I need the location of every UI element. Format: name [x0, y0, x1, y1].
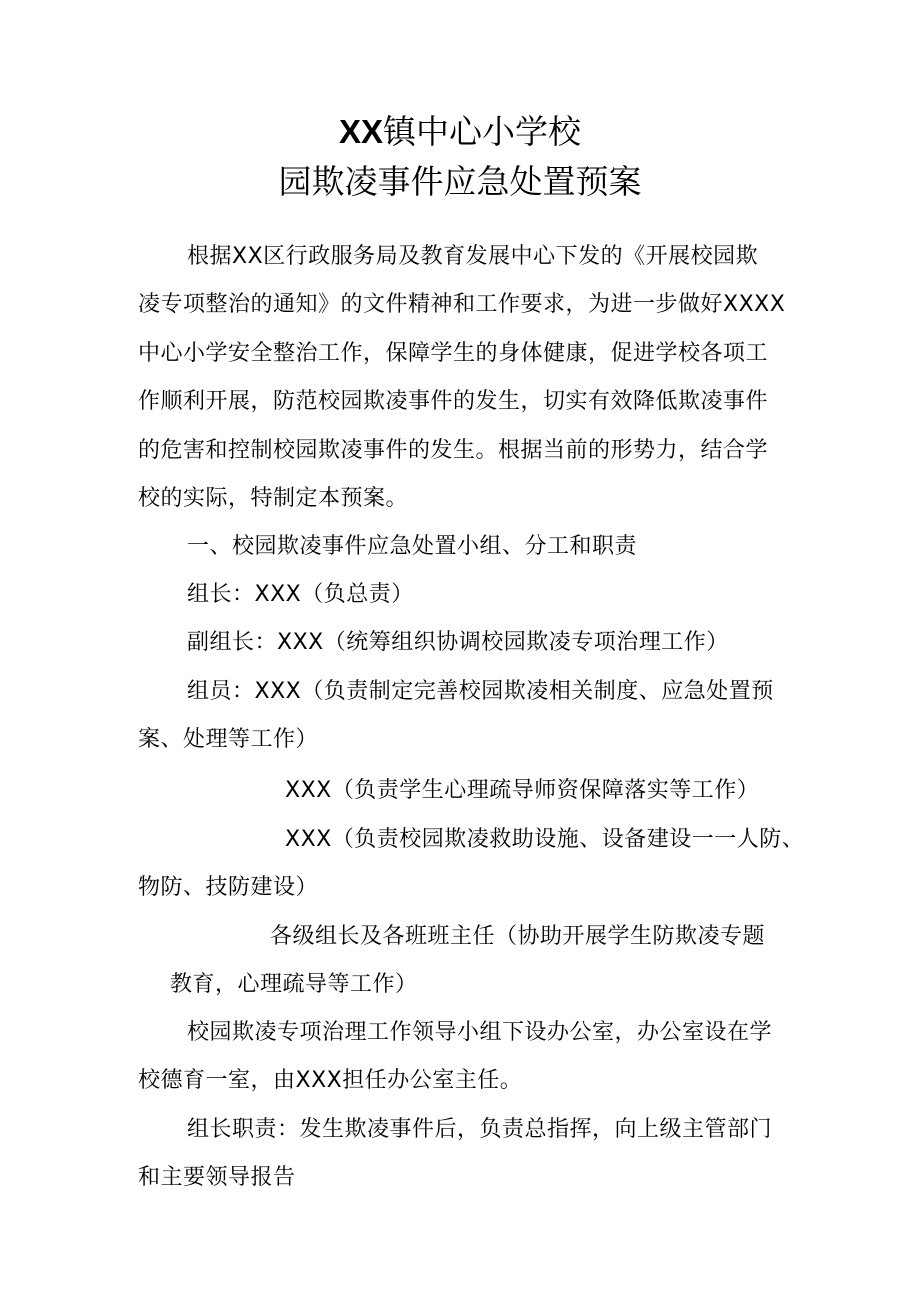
body-line: 校的实际，特制定本预案。 [138, 486, 409, 511]
body-line: 根据XX区行政服务局及教育发展中心下发的《开展校园欺 [187, 244, 759, 269]
body-line: 案、处理等工作） [138, 727, 319, 752]
body-line: XXX（负责校园欺凌救助设施、设备建设一一人防、 [285, 827, 805, 852]
body-line: 教育，心理疏导等工作） [170, 972, 418, 997]
body-line: 中心小学安全整治工作，保障学生的身体健康，促进学校各项工 [138, 341, 769, 366]
body-line: 凌专项整治的通知》的文件精神和工作要求，为进一步做好XXXX [138, 292, 786, 317]
section-heading: 一、校园欺凌事件应急处置小组、分工和职责 [187, 534, 638, 559]
body-line: 和主要领导报告 [138, 1165, 296, 1190]
body-line: 物防、技防建设） [138, 875, 319, 900]
title-school-code: XX [338, 113, 384, 150]
body-line: 作顺利开展，防范校园欺凌事件的发生，切实有效降低欺凌事件 [138, 389, 769, 414]
body-line: 校园欺凌专项治理工作领导小组下设办公室，办公室设在学 [187, 1020, 773, 1045]
body-line: 各级组长及各班班主任（协助开展学生防欺凌专题 [270, 924, 766, 949]
body-line: 组员：XXX（负责制定完善校园欺凌相关制度、应急处置预 [187, 679, 774, 704]
body-line: 副组长：XXX（统筹组织协调校园欺凌专项治理工作） [187, 630, 729, 655]
document-title-line2: 园欺凌事件应急处置预案 [278, 162, 642, 201]
body-line: 组长职责：发生欺凌事件后，负责总指挥，向上级主管部门 [187, 1117, 773, 1142]
body-line: 校德育一室，由XXX担任办公室主任。 [138, 1068, 523, 1093]
body-line: 组长：XXX（负总责） [187, 582, 414, 607]
title-school-name: 镇中心小学校 [383, 112, 582, 151]
body-line: 的危害和控制校园欺凌事件的发生。根据当前的形势力，结合学 [138, 438, 769, 463]
body-line: XXX（负责学生心理疏导师资保障落实等工作） [285, 778, 760, 803]
document-title-line1 [0, 112, 920, 152]
